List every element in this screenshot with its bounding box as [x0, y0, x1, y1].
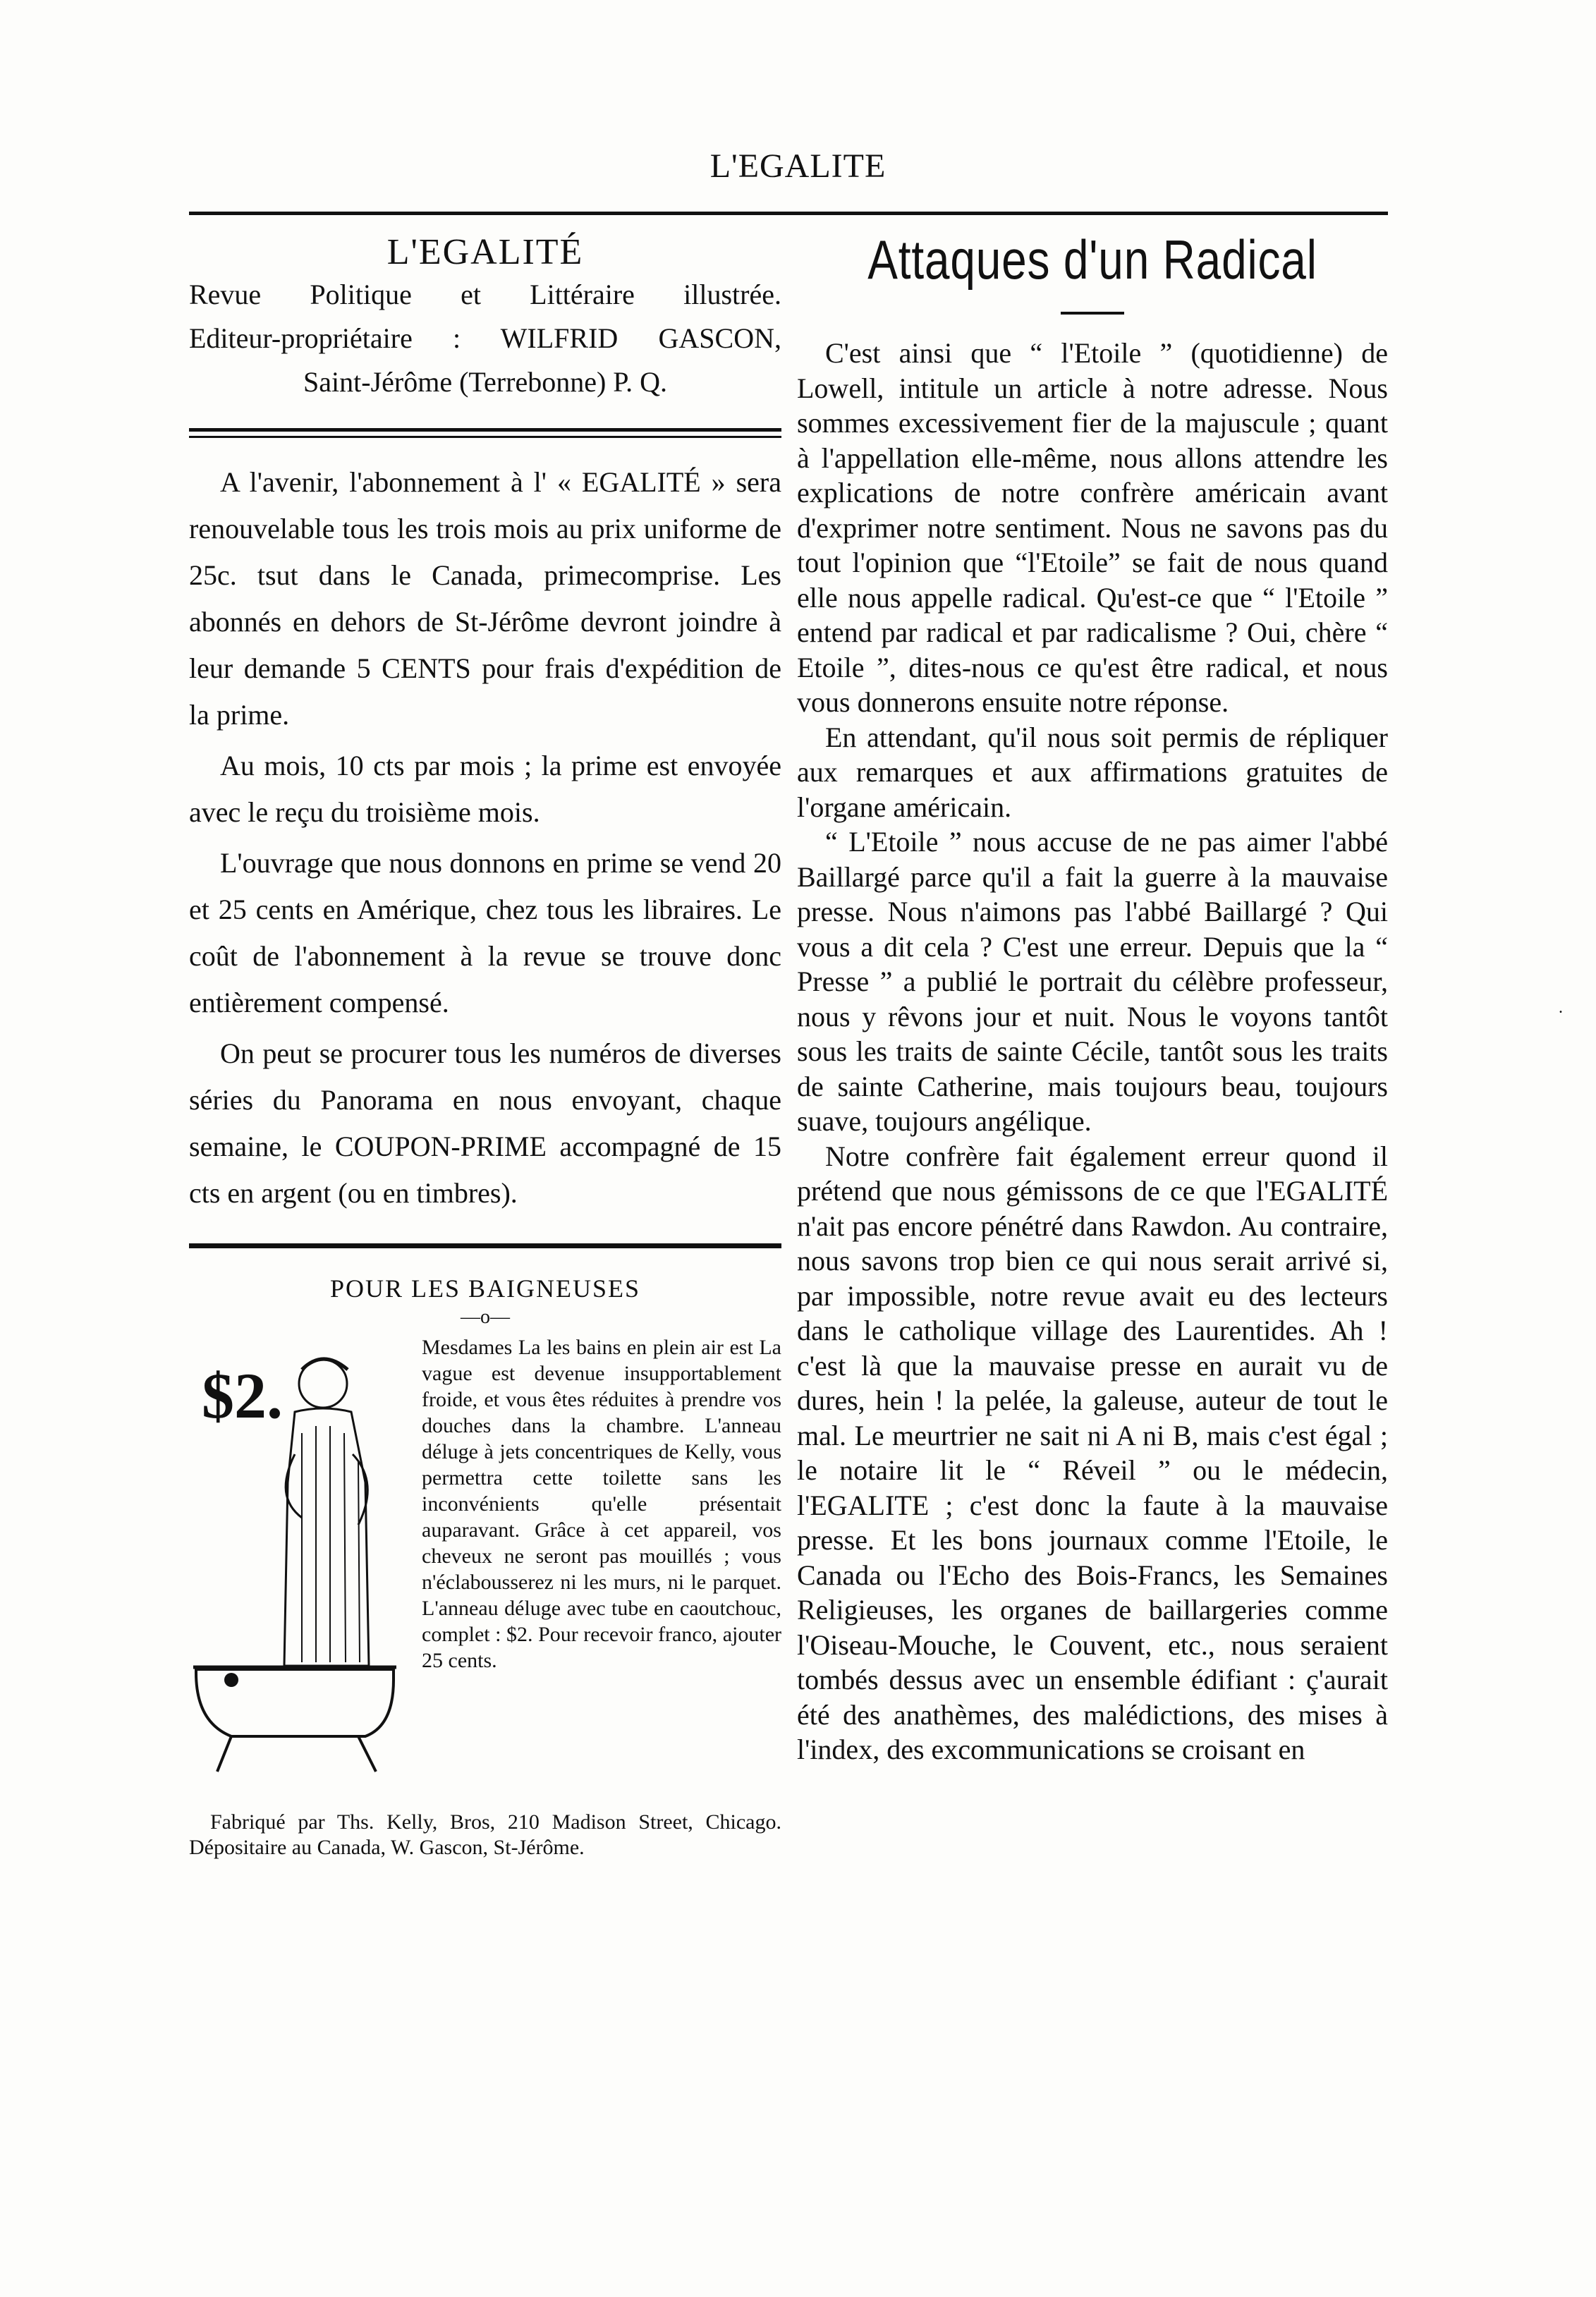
premium-paragraph: L'ouvrage que nous donnons en prime se vend 20 et 25 cents en Amérique, chez tous les libraires. Le coût de l'abonnement à la revue se trouve donc entièrement compensé. — [189, 847, 781, 1018]
article-paragraph-2: En attendant, qu'il nous soit permis de répliquer aux remarques et aux affirmations gratuites de l'organe américain. — [797, 721, 1388, 823]
ad-price: $2. — [202, 1360, 283, 1432]
panorama-paragraph: On peut se procurer tous les numéros de diverses séries du Panorama en nous envoyant, chaque semaine, le COUPON-PRIME accompagné de 15 cts en argent (ou en timbres). — [189, 1037, 781, 1209]
margin-mark: . — [1559, 999, 1563, 1017]
article-paragraph-3: “ L'Etoile ” nous accuse de ne pas aimer l'abbé Baillargé parce qu'il a fait la guerre à la mauvaise presse. Nous n'aimons pas l'abbé Baillargé ? Qui vous a dit cela ? C'est une erreur. Depuis que la “ Presse ” a publié le portrait du célèbre professeur, nous y rêvons jour et nuit. Nous le voyons tantôt sous les traits de sainte Cécile, tantôt sous les traits de sainte Catherine, mais toujours beau, toujours suave, toujours angélique. — [797, 826, 1388, 1137]
right-column — [797, 226, 1388, 1767]
masthead-location: Saint-Jérôme (Terrebonne) P. Q. — [303, 366, 667, 398]
ad-title: POUR LES BAIGNEUSES — [329, 1274, 641, 1303]
title-rule — [1061, 312, 1124, 315]
header-rule — [189, 212, 1388, 215]
section-rule — [189, 1243, 781, 1248]
masthead-double-rule — [189, 428, 781, 438]
masthead-title: L'EGALITÉ — [386, 232, 584, 272]
left-column — [189, 224, 781, 1860]
article-title: Attaques d'un Radical — [867, 229, 1317, 291]
masthead-subtitle: Revue Politique et Littéraire illustrée. — [189, 279, 781, 310]
subscription-paragraph: A l'avenir, l'abonnement à l' « EGALITÉ » sera renouvelable tous les trois mois au prix uniforme de 25c. tsut dans le Canada, primecomprise. Les abonnés en dehors de St-Jérôme devront joindre à leur demande 5 CENTS pour frais d'expédition de la prime. — [189, 466, 781, 731]
advertisement — [189, 1334, 781, 1814]
ad-separator: —o— — [461, 1306, 510, 1328]
running-header: L'EGALITE — [709, 147, 887, 185]
article-paragraph-1: C'est ainsi que “ l'Etoile ” (quotidienne) de Lowell, intitule un article à notre adresse. Nous sommes excessivement fier de la majuscule ; quant à l'appellation elle-même, nous allons attendre les explications de notre confrère américain avant d'exprimer notre sentiment. Nous ne savons pas du tout l'opinion que “l'Etoile” se fait de nous quand elle nous appelle radical. Qu'est-ce que “ l'Etoile ” entend par radical et par radicalisme ? Oui, chère “ Etoile ”, dites-nous ce qu'est être radical, et nous vous donnerons ensuite notre réponse. — [797, 337, 1388, 718]
ad-footer: Fabriqué par Ths. Kelly, Bros, 210 Madison Street, Chicago. Dépositaire au Canada, W. Gascon, St-Jérôme. — [189, 1810, 781, 1859]
article-paragraph-4: Notre confrère fait également erreur quond il prétend que nous gémissons de ce que l'EGALITÉ n'ait pas encore pénétré dans Rawdon. Au contraire, nous savons trop bien ce qui nous serait arrivé si, par impossible, notre revue avait eu des lecteurs dans le catholique village des Laurentides. Ah ! c'est là que la mauvaise presse en aurait vu de dures, hein ! la pelée, la galeuse, auteur de tout le mal. Le meurtrier ne sait ni A ni B, mais c'est égal ; le notaire lit le “ Réveil ” ou le médecin, l'EGALITE ; c'est donc la faute à la mauvaise presse. Et les bons journaux comme l'Etoile, le Canada ou l'Echo des Bois-Francs, les Semaines Religieuses, les organes de baillargeries comme l'Oiseau-Mouche, le Couvent, etc., nous seraient tombés dessus avec un ensemble édifiant : ç'aurait été des anathèmes, des malédictions, des mises à l'index, des excommunications se croisant en — [797, 1140, 1388, 1765]
monthly-paragraph: Au mois, 10 cts par mois ; la prime est envoyée avec le reçu du troisième mois. — [189, 750, 781, 828]
masthead-publisher: Editeur-propriétaire : WILFRID GASCON, — [189, 322, 781, 354]
ad-body: Mesdames La les bains en plein air est La vague est devenue insupportablement froide, et vous êtes réduites à prendre vos douches dans la chambre. L'anneau déluge à jets concentriques de Kelly, vous permettra cette toilette sans les inconvénients qu'elle présentait auparavant. Grâce à cet appareil, vos cheveux ne seront pas mouillés ; vous n'éclabousserez ni les murs, ni le parquet. L'anneau déluge avec tube en caoutchouc, complet : $2. Pour recevoir franco, ajouter 25 cents. — [422, 1336, 781, 1672]
